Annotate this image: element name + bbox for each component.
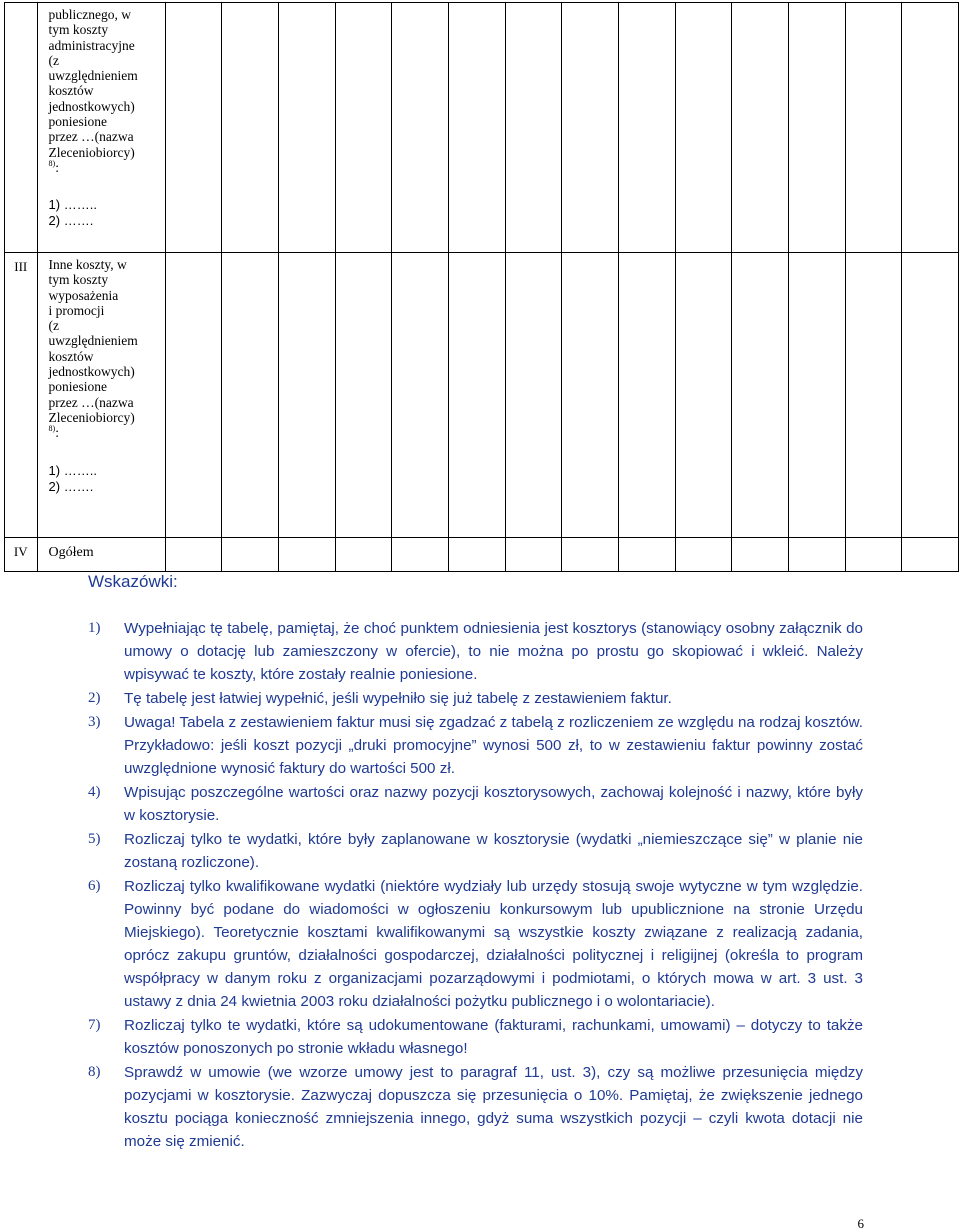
empty-cell bbox=[505, 538, 562, 572]
empty-cell bbox=[732, 253, 789, 538]
row-description: publicznego, w tym koszty administracyjne (z uwzględnieniem kosztów jednostkowych) poniesione przez …(nazwa Zleceniobiorcy) $^{8)}$: 1) …….. 2) ……. bbox=[37, 3, 165, 253]
empty-cell bbox=[618, 253, 675, 538]
footnote-ref: 8) bbox=[48, 158, 56, 168]
empty-cell bbox=[788, 253, 845, 538]
empty-cell bbox=[165, 538, 222, 572]
empty-cell bbox=[222, 3, 279, 253]
empty-cell bbox=[732, 3, 789, 253]
list-item: 1) …….. bbox=[48, 462, 97, 478]
row-number bbox=[5, 3, 38, 253]
list-item: 2) ……. bbox=[48, 478, 94, 494]
empty-cell bbox=[732, 538, 789, 572]
empty-cell bbox=[392, 253, 449, 538]
empty-cell bbox=[222, 538, 279, 572]
tip-item: 3) Uwaga! Tabela z zestawieniem faktur musi się zgadzać z tabelą z rozliczeniem ze względu na rodzaj kosztów. Przykładowo: jeśli koszt pozycji „druki promocyjne” wynosi 500 zł, to w zestawieniu faktur powinny zostać uwzględnione wynosić faktury do wartości 500 zł. bbox=[88, 714, 863, 777]
empty-cell bbox=[562, 538, 619, 572]
row-number: III bbox=[5, 253, 38, 538]
empty-cell bbox=[675, 253, 732, 538]
empty-cell bbox=[335, 253, 392, 538]
empty-cell bbox=[618, 3, 675, 253]
empty-cell bbox=[675, 3, 732, 253]
cost-items-list bbox=[49, 197, 165, 229]
empty-cell bbox=[505, 3, 562, 253]
tips-section bbox=[88, 570, 863, 1154]
tip-item: 4) Wpisując poszczególne wartości oraz nazwy pozycji kosztorysowych, zachowaj kolejność i nazwy, które były w kosztorysie. bbox=[88, 784, 863, 824]
empty-cell bbox=[278, 538, 335, 572]
row-number: IV bbox=[5, 538, 38, 572]
cost-settlement-table bbox=[4, 2, 959, 572]
empty-cell bbox=[448, 3, 505, 253]
empty-cell bbox=[448, 253, 505, 538]
list-item: 2) ……. bbox=[48, 213, 94, 229]
empty-cell bbox=[845, 3, 902, 253]
empty-cell bbox=[675, 538, 732, 572]
empty-cell bbox=[335, 3, 392, 253]
row-description: Inne koszty, w tym koszty wyposażenia i promocji (z uwzględnieniem kosztów jednostkowych) poniesione przez …(nazwa Zleceniobiorcy) $^{8)}$: 1) …….. 2) ……. bbox=[37, 253, 165, 538]
empty-cell bbox=[788, 3, 845, 253]
list-item: 1) …….. bbox=[48, 197, 97, 213]
empty-cell bbox=[902, 253, 959, 538]
total-label: Ogółem bbox=[37, 538, 165, 572]
tip-item: 7) Rozliczaj tylko te wydatki, które są udokumentowane (fakturami, rachunkami, umowami) – dotyczy to także kosztów ponoszonych po stronie wkładu własnego! bbox=[88, 1017, 863, 1057]
empty-cell bbox=[392, 3, 449, 253]
table-row bbox=[5, 3, 959, 253]
empty-cell bbox=[278, 253, 335, 538]
empty-cell bbox=[902, 3, 959, 253]
tip-item: 1) Wypełniając tę tabelę, pamiętaj, że choć punktem odniesienia jest kosztorys (stanowiący osobny załącznik do umowy o dotację lub zamieszczony w ofercie), to nie można po prostu go skopiować i wkleić. Należy wpisywać te koszty, które zostały realnie poniesione. bbox=[88, 620, 863, 683]
empty-cell bbox=[165, 3, 222, 253]
empty-cell bbox=[562, 3, 619, 253]
page-number: 6 bbox=[857, 1216, 864, 1231]
tip-item: 6) Rozliczaj tylko kwalifikowane wydatki (niektóre wydziały lub urzędy stosują swoje wytyczne w tym względzie. Powinny być podane do wiadomości w ogłoszeniu konkursowym lub upublicznione na stronie Urzędu Miejskiego). Teoretycznie kosztami kwalifikowanymi są wszystkie koszty związane z realizacją zadania, oprócz zakupu gruntów, działalności gospodarczej, działalności politycznej i religijnej (określa to program współpracy w danym roku z organizacjami pozarządowymi i podmiotami, o których mowa w art. 3 ust. 3 ustawy z dnia 24 kwietnia 2003 roku działalności pożytku publicznego i o wolontariacie). bbox=[88, 878, 863, 1010]
table-row bbox=[5, 538, 959, 572]
tip-item: 2) Tę tabelę jest łatwiej wypełnić, jeśli wypełniło się już tabelę z zestawieniem faktur. bbox=[88, 690, 672, 707]
cost-items-list bbox=[49, 463, 165, 495]
empty-cell bbox=[902, 538, 959, 572]
empty-cell bbox=[562, 253, 619, 538]
empty-cell bbox=[165, 253, 222, 538]
empty-cell bbox=[618, 538, 675, 572]
empty-cell bbox=[845, 538, 902, 572]
empty-cell bbox=[335, 538, 392, 572]
empty-cell bbox=[788, 538, 845, 572]
footnote-ref: 8) bbox=[48, 424, 56, 434]
tip-item: 5) Rozliczaj tylko te wydatki, które były zaplanowane w kosztorysie (wydatki „niemieszczące się” w planie nie zostaną rozliczone). bbox=[88, 831, 863, 871]
empty-cell bbox=[392, 538, 449, 572]
empty-cell bbox=[845, 253, 902, 538]
tip-item: 8) Sprawdź w umowie (we wzorze umowy jest to paragraf 11, ust. 3), czy są możliwe przesunięcia między pozycjami w kosztorysie. Zazwyczaj dopuszcza się przesunięcia o 10%. Pamiętaj, że zwiększenie jednego kosztu pociąga konieczność zmniejszenia innego, gdyż suma wszystkich pozycji – czyli kwota dotacji nie może się zmienić. bbox=[88, 1064, 863, 1150]
table-row bbox=[5, 253, 959, 538]
tips-title: Wskazówki: bbox=[88, 572, 178, 591]
empty-cell bbox=[222, 253, 279, 538]
empty-cell bbox=[505, 253, 562, 538]
empty-cell bbox=[448, 538, 505, 572]
empty-cell bbox=[278, 3, 335, 253]
